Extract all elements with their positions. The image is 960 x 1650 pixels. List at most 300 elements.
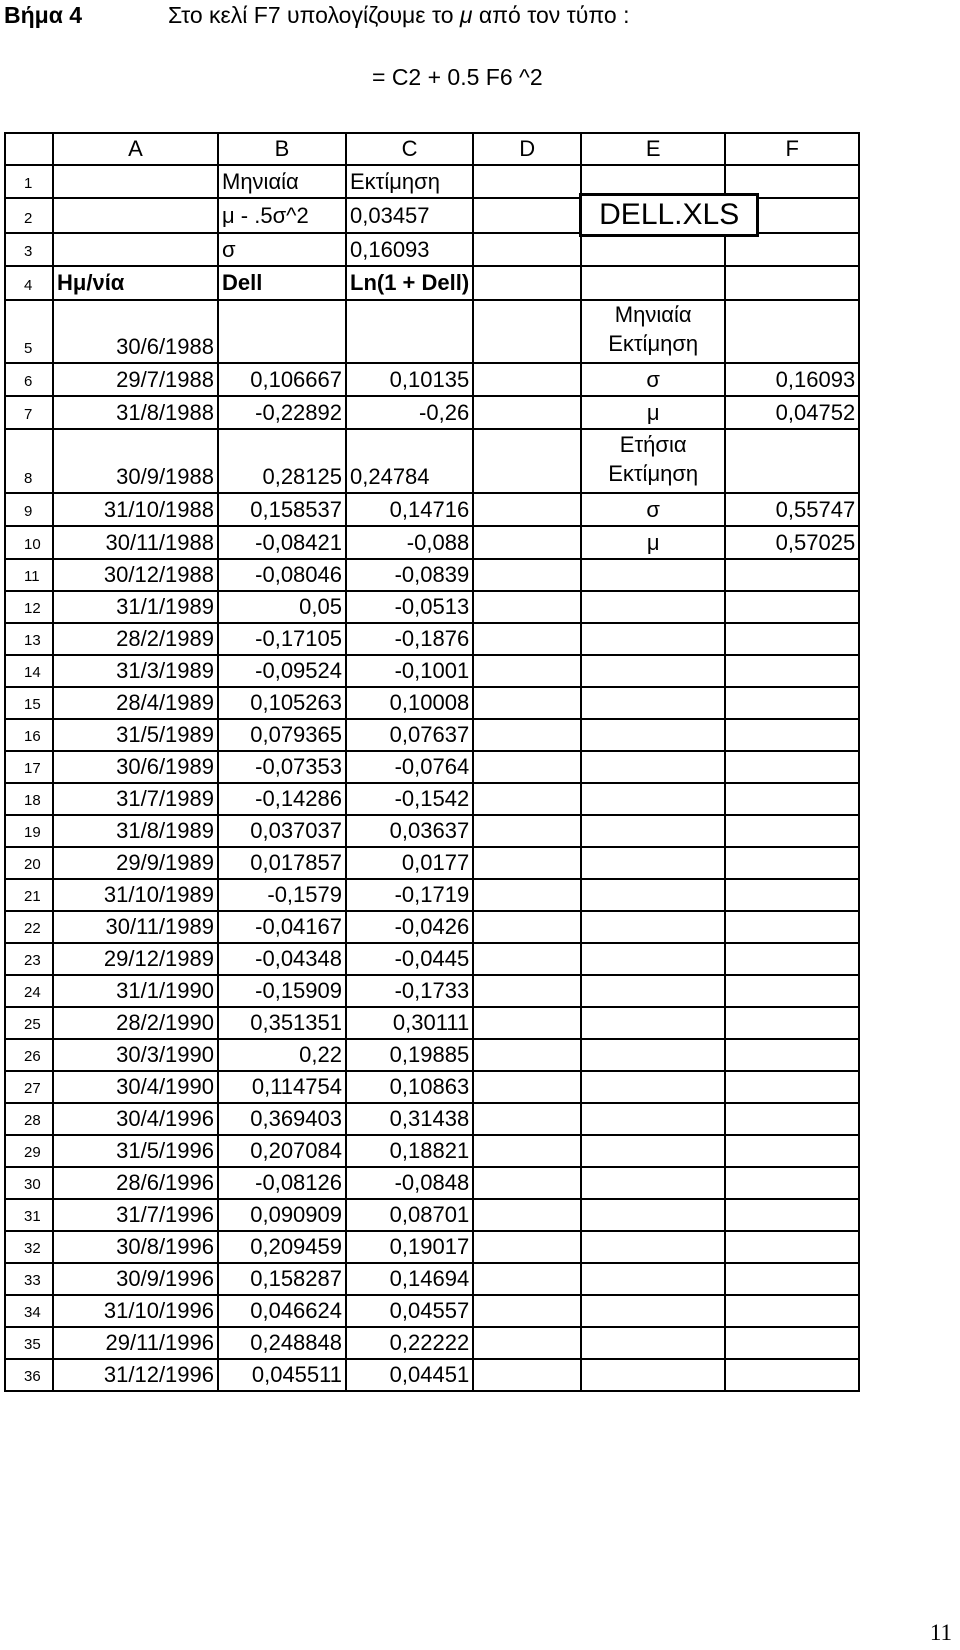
- cell[interactable]: [725, 1199, 859, 1231]
- cell[interactable]: [725, 300, 859, 363]
- column-header[interactable]: A: [53, 133, 218, 165]
- cell[interactable]: [581, 879, 725, 911]
- table-row: [5, 879, 859, 911]
- row-number[interactable]: 4: [5, 266, 53, 300]
- cell[interactable]: 0,14694: [346, 1263, 473, 1295]
- row-number[interactable]: 32: [5, 1231, 53, 1263]
- cell[interactable]: -0,17105: [218, 623, 346, 655]
- cell[interactable]: 31/1/1990: [53, 975, 218, 1007]
- cell[interactable]: σ: [581, 493, 725, 526]
- cell[interactable]: Dell: [218, 266, 346, 300]
- cell[interactable]: 31/10/1989: [53, 879, 218, 911]
- row-number[interactable]: 17: [5, 751, 53, 783]
- cell[interactable]: -0,1579: [218, 879, 346, 911]
- cell[interactable]: 0,045511: [218, 1359, 346, 1391]
- table-row: [5, 1199, 859, 1231]
- cell[interactable]: [581, 1071, 725, 1103]
- cell[interactable]: 0,079365: [218, 719, 346, 751]
- row-number[interactable]: 28: [5, 1103, 53, 1135]
- row-number[interactable]: 7: [5, 396, 53, 429]
- cell[interactable]: 0,19017: [346, 1231, 473, 1263]
- cell[interactable]: [473, 1231, 581, 1263]
- column-header[interactable]: F: [725, 133, 859, 165]
- cell[interactable]: [581, 911, 725, 943]
- cell[interactable]: -0,22892: [218, 396, 346, 429]
- cell[interactable]: [473, 1103, 581, 1135]
- table-row: [5, 719, 859, 751]
- row-number[interactable]: 33: [5, 1263, 53, 1295]
- cell[interactable]: [581, 655, 725, 687]
- cell[interactable]: [581, 559, 725, 591]
- row-number[interactable]: 36: [5, 1359, 53, 1391]
- cell[interactable]: [725, 975, 859, 1007]
- cell[interactable]: [473, 396, 581, 429]
- row-number[interactable]: 2: [5, 198, 53, 233]
- cell[interactable]: 0,158537: [218, 493, 346, 526]
- row-number[interactable]: 31: [5, 1199, 53, 1231]
- cell[interactable]: 30/6/1989: [53, 751, 218, 783]
- cell[interactable]: [473, 1359, 581, 1391]
- cell-line: Μηνιαία: [614, 302, 692, 327]
- cell[interactable]: 31/7/1996: [53, 1199, 218, 1231]
- cell[interactable]: 0,03637: [346, 815, 473, 847]
- cell[interactable]: [725, 879, 859, 911]
- cell[interactable]: -0,09524: [218, 655, 346, 687]
- cell[interactable]: [581, 1231, 725, 1263]
- cell[interactable]: 0,106667: [218, 363, 346, 396]
- cell[interactable]: 31/7/1989: [53, 783, 218, 815]
- cell[interactable]: 0,248848: [218, 1327, 346, 1359]
- cell[interactable]: σ: [581, 363, 725, 396]
- cell[interactable]: [581, 1135, 725, 1167]
- cell[interactable]: 0,369403: [218, 1103, 346, 1135]
- cell[interactable]: [581, 591, 725, 623]
- row-number[interactable]: 22: [5, 911, 53, 943]
- cell-line: Εκτίμηση: [608, 330, 699, 356]
- cell[interactable]: [581, 783, 725, 815]
- cell[interactable]: 30/6/1988: [53, 300, 218, 363]
- row-number[interactable]: 1: [5, 165, 53, 198]
- formula-text: = C2 + 0.5 F6 ^2: [372, 64, 543, 90]
- cell[interactable]: [473, 1327, 581, 1359]
- cell[interactable]: [473, 1199, 581, 1231]
- cell[interactable]: [725, 1007, 859, 1039]
- row-number[interactable]: 8: [5, 429, 53, 493]
- table-row: [5, 559, 859, 591]
- instruction-text-before: Στο κελί F7 υπολογίζουμε το: [168, 2, 460, 28]
- cell[interactable]: [473, 943, 581, 975]
- cell[interactable]: [725, 1359, 859, 1391]
- table-row: [5, 1039, 859, 1071]
- cell[interactable]: -0,08421: [218, 526, 346, 559]
- cell[interactable]: [581, 1359, 725, 1391]
- cell[interactable]: -0,1001: [346, 655, 473, 687]
- table-row: [5, 198, 859, 233]
- cell[interactable]: 30/3/1990: [53, 1039, 218, 1071]
- cell[interactable]: 30/11/1989: [53, 911, 218, 943]
- table-row: [5, 233, 859, 266]
- cell[interactable]: 0,04557: [346, 1295, 473, 1327]
- column-header[interactable]: B: [218, 133, 346, 165]
- cell[interactable]: 0,209459: [218, 1231, 346, 1263]
- cell[interactable]: -0,0839: [346, 559, 473, 591]
- cell[interactable]: 31/8/1989: [53, 815, 218, 847]
- cell[interactable]: 31/5/1989: [53, 719, 218, 751]
- table-row: [5, 1231, 859, 1263]
- cell[interactable]: [53, 198, 218, 233]
- cell[interactable]: 0,31438: [346, 1103, 473, 1135]
- column-header[interactable]: D: [473, 133, 581, 165]
- cell[interactable]: 29/9/1989: [53, 847, 218, 879]
- row-number[interactable]: 9: [5, 493, 53, 526]
- spreadsheet-table: [4, 132, 860, 1392]
- cell[interactable]: 0,04752: [725, 396, 859, 429]
- row-number[interactable]: 18: [5, 783, 53, 815]
- cell[interactable]: [473, 198, 581, 233]
- cell[interactable]: [581, 1167, 725, 1199]
- cell[interactable]: Ln(1 + Dell): [346, 266, 473, 300]
- cell[interactable]: 0,03457: [346, 198, 473, 233]
- cell[interactable]: 31/10/1988: [53, 493, 218, 526]
- cell[interactable]: [581, 1327, 725, 1359]
- table-row: [5, 783, 859, 815]
- cell[interactable]: [581, 719, 725, 751]
- row-number[interactable]: 6: [5, 363, 53, 396]
- cell[interactable]: σ: [218, 233, 346, 266]
- cell[interactable]: 0,05: [218, 591, 346, 623]
- cell[interactable]: [725, 783, 859, 815]
- table-row: [5, 1007, 859, 1039]
- table-row: [5, 300, 859, 363]
- cell[interactable]: [473, 300, 581, 363]
- cell[interactable]: -0,08126: [218, 1167, 346, 1199]
- cell[interactable]: 0,14716: [346, 493, 473, 526]
- cell[interactable]: 31/1/1989: [53, 591, 218, 623]
- cell[interactable]: 0,18821: [346, 1135, 473, 1167]
- table-row: [5, 1295, 859, 1327]
- cell[interactable]: [725, 1167, 859, 1199]
- step-instruction: [168, 2, 629, 29]
- column-header[interactable]: E: [581, 133, 725, 165]
- cell[interactable]: 28/4/1989: [53, 687, 218, 719]
- cell[interactable]: 31/8/1988: [53, 396, 218, 429]
- cell[interactable]: Μηνιαία: [218, 165, 346, 198]
- table-row: [5, 911, 859, 943]
- cell[interactable]: -0,04348: [218, 943, 346, 975]
- table-row: [5, 943, 859, 975]
- cell[interactable]: [581, 233, 725, 266]
- cell[interactable]: [581, 975, 725, 1007]
- mu-symbol: μ: [459, 2, 473, 28]
- cell[interactable]: 0,22: [218, 1039, 346, 1071]
- cell[interactable]: 0,10863: [346, 1071, 473, 1103]
- cell[interactable]: 0,10135: [346, 363, 473, 396]
- cell[interactable]: [725, 623, 859, 655]
- cell[interactable]: 28/2/1989: [53, 623, 218, 655]
- cell[interactable]: [581, 687, 725, 719]
- row-number[interactable]: 15: [5, 687, 53, 719]
- table-row: [5, 1327, 859, 1359]
- cell[interactable]: 30/11/1988: [53, 526, 218, 559]
- cell[interactable]: 0,08701: [346, 1199, 473, 1231]
- cell[interactable]: [725, 559, 859, 591]
- cell[interactable]: [725, 687, 859, 719]
- cell[interactable]: [473, 719, 581, 751]
- cell[interactable]: [473, 266, 581, 300]
- cell[interactable]: [725, 943, 859, 975]
- cell[interactable]: 30/9/1996: [53, 1263, 218, 1295]
- cell[interactable]: [473, 1135, 581, 1167]
- cell-line: Ετήσια: [619, 432, 687, 457]
- table-row: [5, 1359, 859, 1391]
- table-row: [5, 493, 859, 526]
- cell[interactable]: [725, 1135, 859, 1167]
- cell[interactable]: 29/12/1989: [53, 943, 218, 975]
- cell[interactable]: 0,207084: [218, 1135, 346, 1167]
- cell[interactable]: [725, 1103, 859, 1135]
- cell[interactable]: [725, 655, 859, 687]
- table-row: [5, 687, 859, 719]
- cell[interactable]: [725, 1039, 859, 1071]
- cell[interactable]: -0,1542: [346, 783, 473, 815]
- cell[interactable]: [473, 783, 581, 815]
- cell[interactable]: [473, 911, 581, 943]
- cell[interactable]: -0,04167: [218, 911, 346, 943]
- cell[interactable]: [581, 1039, 725, 1071]
- cell[interactable]: -0,0445: [346, 943, 473, 975]
- table-row: [5, 623, 859, 655]
- row-number[interactable]: 14: [5, 655, 53, 687]
- cell[interactable]: 0,07637: [346, 719, 473, 751]
- table-row: [5, 1071, 859, 1103]
- cell[interactable]: [581, 266, 725, 300]
- file-name-label: DELL.XLS: [579, 193, 759, 237]
- cell[interactable]: [473, 526, 581, 559]
- cell[interactable]: 0,046624: [218, 1295, 346, 1327]
- cell[interactable]: [581, 1007, 725, 1039]
- corner-cell[interactable]: [5, 133, 53, 165]
- cell[interactable]: -0,1733: [346, 975, 473, 1007]
- table-row: [5, 526, 859, 559]
- row-number[interactable]: 25: [5, 1007, 53, 1039]
- cell[interactable]: [473, 687, 581, 719]
- cell[interactable]: [725, 847, 859, 879]
- cell[interactable]: 0,351351: [218, 1007, 346, 1039]
- cell[interactable]: [53, 233, 218, 266]
- cell[interactable]: [581, 198, 740, 233]
- row-number[interactable]: 10: [5, 526, 53, 559]
- cell[interactable]: 0,017857: [218, 847, 346, 879]
- cell[interactable]: [473, 975, 581, 1007]
- cell[interactable]: [581, 847, 725, 879]
- column-header[interactable]: C: [346, 133, 473, 165]
- row-number[interactable]: 30: [5, 1167, 53, 1199]
- cell[interactable]: μ: [581, 396, 725, 429]
- cell[interactable]: [473, 1071, 581, 1103]
- cell[interactable]: Ημ/νία: [53, 266, 218, 300]
- cell[interactable]: 0,16093: [346, 233, 473, 266]
- cell[interactable]: [725, 233, 859, 266]
- cell[interactable]: 31/12/1996: [53, 1359, 218, 1391]
- cell[interactable]: 29/7/1988: [53, 363, 218, 396]
- cell[interactable]: [581, 623, 725, 655]
- cell[interactable]: [473, 1039, 581, 1071]
- cell[interactable]: [473, 623, 581, 655]
- cell[interactable]: 0,037037: [218, 815, 346, 847]
- cell[interactable]: [581, 1199, 725, 1231]
- cell[interactable]: 0,114754: [218, 1071, 346, 1103]
- row-number[interactable]: 16: [5, 719, 53, 751]
- cell[interactable]: [581, 429, 725, 493]
- cell[interactable]: [725, 429, 859, 493]
- cell[interactable]: [473, 1295, 581, 1327]
- cell[interactable]: [725, 1295, 859, 1327]
- row-number[interactable]: 27: [5, 1071, 53, 1103]
- cell[interactable]: 0,55747: [725, 493, 859, 526]
- cell[interactable]: [473, 655, 581, 687]
- cell[interactable]: 28/6/1996: [53, 1167, 218, 1199]
- step-heading: Βήμα 4: [4, 2, 83, 28]
- cell[interactable]: -0,26: [346, 396, 473, 429]
- cell[interactable]: [346, 300, 473, 363]
- row-number[interactable]: 29: [5, 1135, 53, 1167]
- cell[interactable]: 0,16093: [725, 363, 859, 396]
- cell[interactable]: [581, 300, 725, 363]
- table-row: [5, 1103, 859, 1135]
- row-number[interactable]: 23: [5, 943, 53, 975]
- cell[interactable]: [725, 1327, 859, 1359]
- row-number[interactable]: 24: [5, 975, 53, 1007]
- cell[interactable]: [725, 719, 859, 751]
- cell[interactable]: [725, 751, 859, 783]
- row-number[interactable]: 35: [5, 1327, 53, 1359]
- cell[interactable]: [581, 1263, 725, 1295]
- cell[interactable]: -0,088: [346, 526, 473, 559]
- cell[interactable]: μ: [581, 526, 725, 559]
- cell[interactable]: -0,1719: [346, 879, 473, 911]
- cell[interactable]: [581, 1103, 725, 1135]
- table-row: [5, 655, 859, 687]
- cell[interactable]: [473, 165, 581, 198]
- table-row: [5, 975, 859, 1007]
- cell[interactable]: [725, 591, 859, 623]
- cell[interactable]: [581, 815, 725, 847]
- cell[interactable]: [725, 1071, 859, 1103]
- cell[interactable]: [53, 165, 218, 198]
- row-number[interactable]: 12: [5, 591, 53, 623]
- cell[interactable]: [473, 751, 581, 783]
- cell[interactable]: 0,24784: [346, 429, 473, 493]
- cell[interactable]: 30/9/1988: [53, 429, 218, 493]
- cell[interactable]: -0,0848: [346, 1167, 473, 1199]
- cell[interactable]: 31/5/1996: [53, 1135, 218, 1167]
- table-row: [5, 751, 859, 783]
- cell[interactable]: 31/10/1996: [53, 1295, 218, 1327]
- table-row: [5, 591, 859, 623]
- cell[interactable]: 0,28125: [218, 429, 346, 493]
- cell[interactable]: 0,10008: [346, 687, 473, 719]
- cell[interactable]: 0,105263: [218, 687, 346, 719]
- cell[interactable]: [473, 591, 581, 623]
- table-row: [5, 363, 859, 396]
- cell[interactable]: [725, 1231, 859, 1263]
- cell[interactable]: -0,14286: [218, 783, 346, 815]
- cell[interactable]: μ - .5σ^2: [218, 198, 346, 233]
- cell[interactable]: -0,08046: [218, 559, 346, 591]
- cell[interactable]: [581, 943, 725, 975]
- table-row: [5, 847, 859, 879]
- cell[interactable]: 0,0177: [346, 847, 473, 879]
- table-row: [5, 396, 859, 429]
- cell[interactable]: -0,0426: [346, 911, 473, 943]
- cell[interactable]: -0,1876: [346, 623, 473, 655]
- cell[interactable]: -0,0513: [346, 591, 473, 623]
- cell[interactable]: 0,22222: [346, 1327, 473, 1359]
- cell[interactable]: 0,158287: [218, 1263, 346, 1295]
- row-number[interactable]: 5: [5, 300, 53, 363]
- row-number[interactable]: 34: [5, 1295, 53, 1327]
- cell[interactable]: [473, 1007, 581, 1039]
- cell[interactable]: 0,04451: [346, 1359, 473, 1391]
- cell[interactable]: [473, 429, 581, 493]
- cell[interactable]: [473, 1167, 581, 1199]
- cell[interactable]: -0,15909: [218, 975, 346, 1007]
- cell[interactable]: 0,090909: [218, 1199, 346, 1231]
- cell[interactable]: [473, 559, 581, 591]
- cell[interactable]: 29/11/1996: [53, 1327, 218, 1359]
- cell[interactable]: [473, 363, 581, 396]
- cell[interactable]: 0,30111: [346, 1007, 473, 1039]
- cell[interactable]: 30/4/1996: [53, 1103, 218, 1135]
- cell[interactable]: [473, 879, 581, 911]
- table-row: [5, 1263, 859, 1295]
- row-number[interactable]: 19: [5, 815, 53, 847]
- cell[interactable]: -0,0764: [346, 751, 473, 783]
- cell[interactable]: [581, 751, 725, 783]
- cell-line: Εκτίμηση: [608, 460, 699, 486]
- row-number[interactable]: 21: [5, 879, 53, 911]
- row-number[interactable]: 20: [5, 847, 53, 879]
- cell[interactable]: [473, 847, 581, 879]
- cell[interactable]: [725, 266, 859, 300]
- cell[interactable]: [473, 493, 581, 526]
- table-row: [5, 815, 859, 847]
- cell[interactable]: 28/2/1990: [53, 1007, 218, 1039]
- cell[interactable]: [581, 1295, 725, 1327]
- row-number[interactable]: 13: [5, 623, 53, 655]
- cell[interactable]: 30/4/1990: [53, 1071, 218, 1103]
- cell[interactable]: 30/8/1996: [53, 1231, 218, 1263]
- table-row: [5, 429, 859, 493]
- cell[interactable]: [473, 815, 581, 847]
- cell[interactable]: 0,19885: [346, 1039, 473, 1071]
- cell[interactable]: [218, 300, 346, 363]
- cell[interactable]: [725, 815, 859, 847]
- cell[interactable]: 30/12/1988: [53, 559, 218, 591]
- cell[interactable]: Εκτίμηση: [346, 165, 473, 198]
- row-number[interactable]: 11: [5, 559, 53, 591]
- cell[interactable]: 0,57025: [725, 526, 859, 559]
- row-number[interactable]: 26: [5, 1039, 53, 1071]
- cell[interactable]: [725, 911, 859, 943]
- cell[interactable]: -0,07353: [218, 751, 346, 783]
- table-row: [5, 1167, 859, 1199]
- cell[interactable]: [473, 1263, 581, 1295]
- cell[interactable]: 31/3/1989: [53, 655, 218, 687]
- row-number[interactable]: 3: [5, 233, 53, 266]
- cell[interactable]: [473, 233, 581, 266]
- cell[interactable]: [725, 1263, 859, 1295]
